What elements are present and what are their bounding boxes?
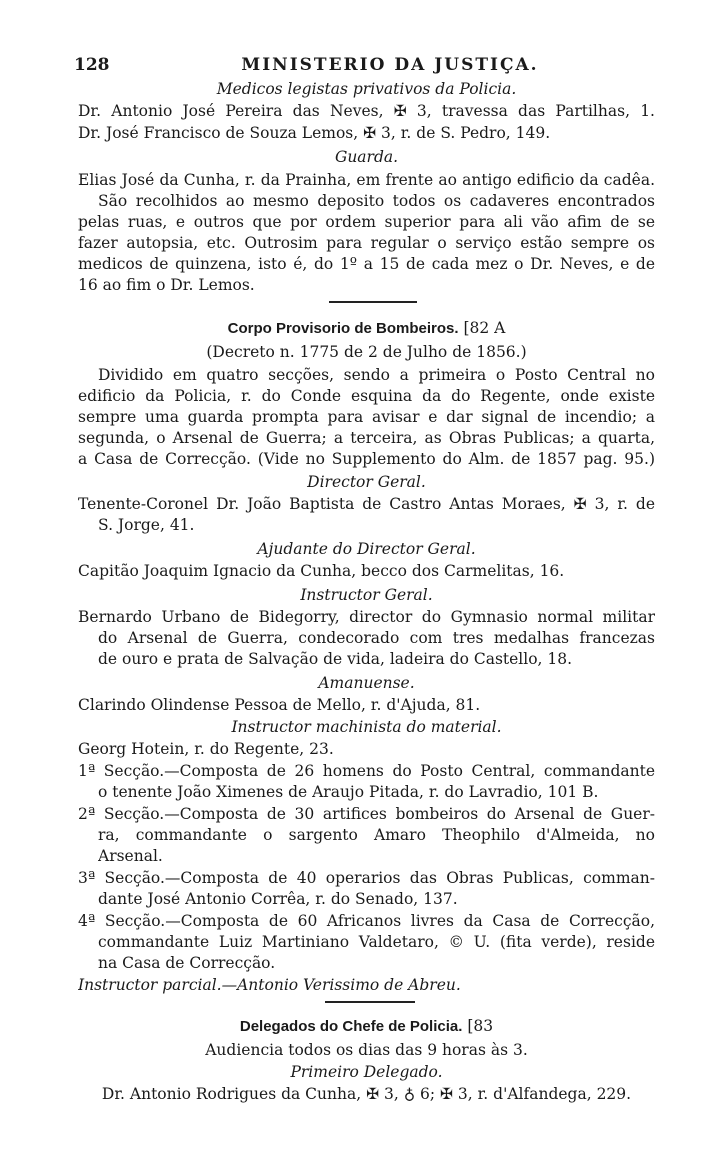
machinista-line: Georg Hotein, r. do Regente, 23. xyxy=(78,740,334,758)
guarda-line-3: pelas ruas, e outros que por ordem superior para ali vão afim de se xyxy=(78,213,655,231)
bombeiros-title: Corpo Provisorio de Bombeiros. xyxy=(227,320,459,337)
medico-line-2: Dr. José Francisco de Souza Lemos, ✠ 3, r. de S. Pedro, 149. xyxy=(78,124,551,142)
guarda-line-5: medicos de quinzena, isto é, do 1º a 15 de cada mez o Dr. Neves, e de xyxy=(78,255,655,273)
delegados-title: Delegados do Chefe de Policia. xyxy=(239,1018,463,1035)
seccao-line-8: 4ª Secção.—Composta de 60 Africanos livres da Casa de Correcção, xyxy=(78,912,655,930)
seccao-line-3: 2ª Secção.—Composta de 30 artifices bombeiros do Arsenal de Guer- xyxy=(78,805,655,823)
guarda-line-1: Elias José da Cunha, r. da Prainha, em frente ao antigo edificio da cadêa. xyxy=(78,171,655,189)
machinista-heading: Instructor machinista do material. xyxy=(231,718,502,736)
bombeiros-intro-4: segunda, o Arsenal de Guerra; a terceira, as Obras Publicas; a quarta, xyxy=(78,429,655,447)
bombeiros-intro-2: edificio da Policia, r. do Conde esquina da do Regente, onde existe xyxy=(78,387,655,405)
seccao-line-2: o tenente João Ximenes de Araujo Pitada, r. do Lavradio, 101 B. xyxy=(98,783,599,801)
bombeiros-intro-5: a Casa de Correcção. (Vide no Supplemento do Alm. de 1857 pag. 95.) xyxy=(78,450,655,468)
seccao-line-7: dante José Antonio Corrêa, r. do Senado, 137. xyxy=(98,890,458,908)
bombeiros-ref: [82 A xyxy=(463,319,506,337)
guarda-line-4: fazer autopsia, etc. Outrosim para regular o serviço estão sempre os xyxy=(78,234,655,252)
amanuense-heading: Amanuense. xyxy=(318,674,415,692)
director-line-2: S. Jorge, 41. xyxy=(98,516,195,534)
medico-line-1: Dr. Antonio José Pereira das Neves, ✠ 3, travessa das Partilhas, 1. xyxy=(78,102,655,120)
director-line-1: Tenente-Coronel Dr. João Baptista de Castro Antas Moraes, ✠ 3, r. de xyxy=(78,495,655,513)
bombeiros-intro-3: sempre uma guarda prompta para avisar e dar signal de incendio; a xyxy=(78,408,655,426)
delegados-title-row xyxy=(78,1016,655,1037)
instructor-heading: Instructor Geral. xyxy=(300,586,433,604)
director-heading: Director Geral. xyxy=(307,473,426,491)
ajudante-line: Capitão Joaquim Ignacio da Cunha, becco dos Carmelitas, 16. xyxy=(78,562,565,580)
seccao-line-9: commandante Luiz Martiniano Valdetaro, © U. (fita verde), reside xyxy=(98,933,655,951)
amanuense-line: Clarindo Olindense Pessoa de Mello, r. d'Ajuda, 81. xyxy=(78,696,481,714)
instructor-parcial: Instructor parcial.—Antonio Verissimo de Abreu. xyxy=(78,976,461,994)
primeiro-heading: Primeiro Delegado. xyxy=(290,1063,443,1081)
medicos-heading: Medicos legistas privativos da Policia. xyxy=(216,80,517,98)
seccao-line-5: Arsenal. xyxy=(98,847,163,865)
guarda-line-6: 16 ao fim o Dr. Lemos. xyxy=(78,276,255,294)
delegados-ref: [83 xyxy=(467,1017,494,1035)
primeiro-line: Dr. Antonio Rodrigues da Cunha, ✠ 3, ♁ 6; ✠ 3, r. d'Alfandega, 229. xyxy=(101,1085,632,1103)
page-number: 128 xyxy=(74,55,110,75)
bombeiros-decree: (Decreto n. 1775 de 2 de Julho de 1856.) xyxy=(206,343,527,361)
instructor-line-2: do Arsenal de Guerra, condecorado com tres medalhas francezas xyxy=(98,629,655,647)
seccao-line-1: 1ª Secção.—Composta de 26 homens do Posto Central, commandante xyxy=(78,762,655,780)
bombeiros-intro-1: Dividido em quatro secções, sendo a primeira o Posto Central no xyxy=(98,366,655,384)
instructor-line-3: de ouro e prata de Salvação de vida, ladeira do Castello, 18. xyxy=(98,650,573,668)
instructor-line-1: Bernardo Urbano de Bidegorry, director do Gymnasio normal militar xyxy=(78,608,655,626)
seccao-line-4: ra, commandante o sargento Amaro Theophilo d'Almeida, no xyxy=(98,826,655,844)
section-divider xyxy=(329,301,417,303)
seccao-line-6: 3ª Secção.—Composta de 40 operarios das Obras Publicas, comman- xyxy=(78,869,655,887)
section-divider-2 xyxy=(325,1001,415,1003)
guarda-heading: Guarda. xyxy=(334,148,399,166)
ajudante-heading: Ajudante do Director Geral. xyxy=(257,540,476,558)
seccao-line-10: na Casa de Correcção. xyxy=(98,954,276,972)
bombeiros-title-row xyxy=(78,318,655,339)
audiencia-line: Audiencia todos os dias das 9 horas às 3. xyxy=(205,1041,528,1059)
running-title: MINISTERIO DA JUSTIÇA. xyxy=(241,55,539,75)
guarda-line-2: São recolhidos ao mesmo deposito todos os cadaveres encontrados xyxy=(98,192,655,210)
